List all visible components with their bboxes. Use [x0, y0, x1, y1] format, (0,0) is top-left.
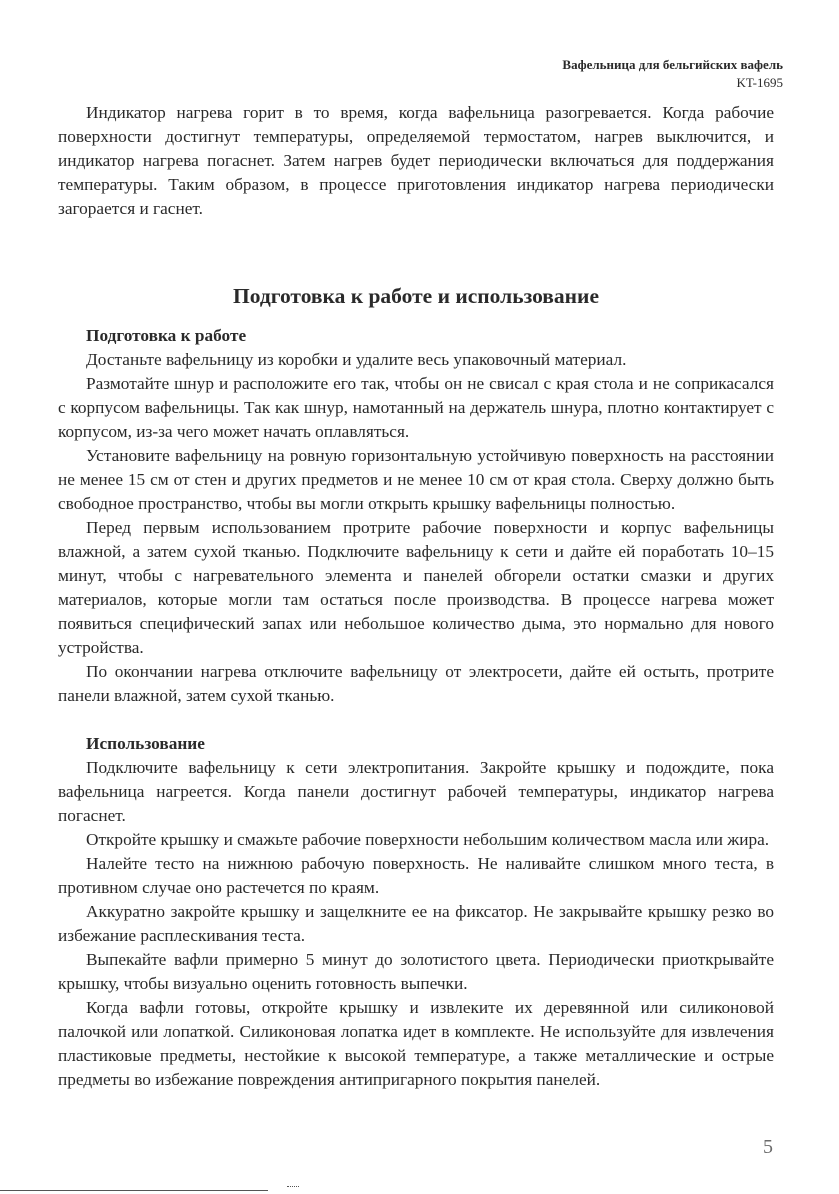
preparation-paragraph: Перед первым использованием протрите рабочие поверхности и корпус вафельницы влажной, а затем сухой тканью. Подключите вафельницу к сети и дайте ей поработать 10–15 минут, чтобы с нагревательного элемента и панелей обгорели остатки смазки и других материалов, которые могли там остаться после производства. В процессе нагрева может появиться специфический запах или небольшое количество дыма, это нормально для нового устройства. — [58, 518, 774, 657]
footer-mark — [287, 1186, 299, 1190]
usage-paragraph: Аккуратно закройте крышку и защелкните ее на фиксатор. Не закрывайте крышку резко во избежание расплескивания теста. — [58, 902, 774, 945]
header-model: KT-1695 — [736, 75, 783, 90]
section-title: Подготовка к работе и использование — [233, 284, 599, 308]
preparation-paragraph: Достаньте вафельницу из коробки и удалите весь упаковочный материал. — [86, 350, 627, 369]
intro-paragraph: Индикатор нагрева горит в то время, когда вафельница разогревается. Когда рабочие поверхности достигнут температуры, определяемой термостатом, нагрев выключится, и индикатор нагрева погаснет. Затем нагрев будет периодически включаться для поддержания температуры. Таким образом, в процессе приготовления индикатор нагрева периодически загорается и гаснет. — [58, 103, 774, 218]
preparation-paragraph: Размотайте шнур и расположите его так, чтобы он не свисал с края стола и не соприкасался с корпусом вафельницы. Так как шнур, намотанный на держатель шнура, плотно контактирует с корпусом, из-за чего может начать оплавляться. — [58, 374, 774, 441]
usage-paragraph: Откройте крышку и смажьте рабочие поверхности небольшим количеством масла или жира. — [86, 830, 770, 849]
usage-paragraph: Подключите вафельницу к сети электропитания. Закройте крышку и подождите, пока вафельница нагреется. Когда панели достигнут рабочей температуры, индикатор нагрева погаснет. — [58, 758, 774, 825]
usage-paragraph: Выпекайте вафли примерно 5 минут до золотистого цвета. Периодически приоткрывайте крышку, чтобы визуально оценить готовность выпечки. — [58, 950, 774, 993]
preparation-heading: Подготовка к работе — [86, 326, 247, 345]
page-content — [58, 101, 774, 1092]
preparation-paragraph: По окончании нагрева отключите вафельницу от электросети, дайте ей остыть, протрите панели влажной, затем сухой тканью. — [58, 662, 774, 705]
header-title: Вафельница для бельгийских вафель — [562, 57, 783, 72]
footer-rule — [0, 1190, 268, 1191]
usage-paragraph: Налейте тесто на нижнюю рабочую поверхность. Не наливайте слишком много теста, в противном случае оно растечется по краям. — [58, 854, 774, 897]
running-header — [562, 56, 783, 92]
usage-heading: Использование — [86, 734, 205, 753]
preparation-paragraph: Установите вафельницу на ровную горизонтальную устойчивую поверхность на расстоянии не менее 15 см от стен и других предметов и не менее 10 см от края стола. Сверху должно быть свободное пространство, чтобы вы могли открыть крышку вафельницы полностью. — [58, 446, 774, 513]
page-number: 5 — [763, 1136, 773, 1158]
usage-paragraph: Когда вафли готовы, откройте крышку и извлеките их деревянной или силиконовой палочкой или лопаткой. Силиконовая лопатка идет в комплекте. Не используйте для извлечения пластиковые предметы, нестойкие к высокой температуре, а также металлические и острые предметы во избежание повреждения антипригарного покрытия панелей. — [58, 998, 774, 1089]
